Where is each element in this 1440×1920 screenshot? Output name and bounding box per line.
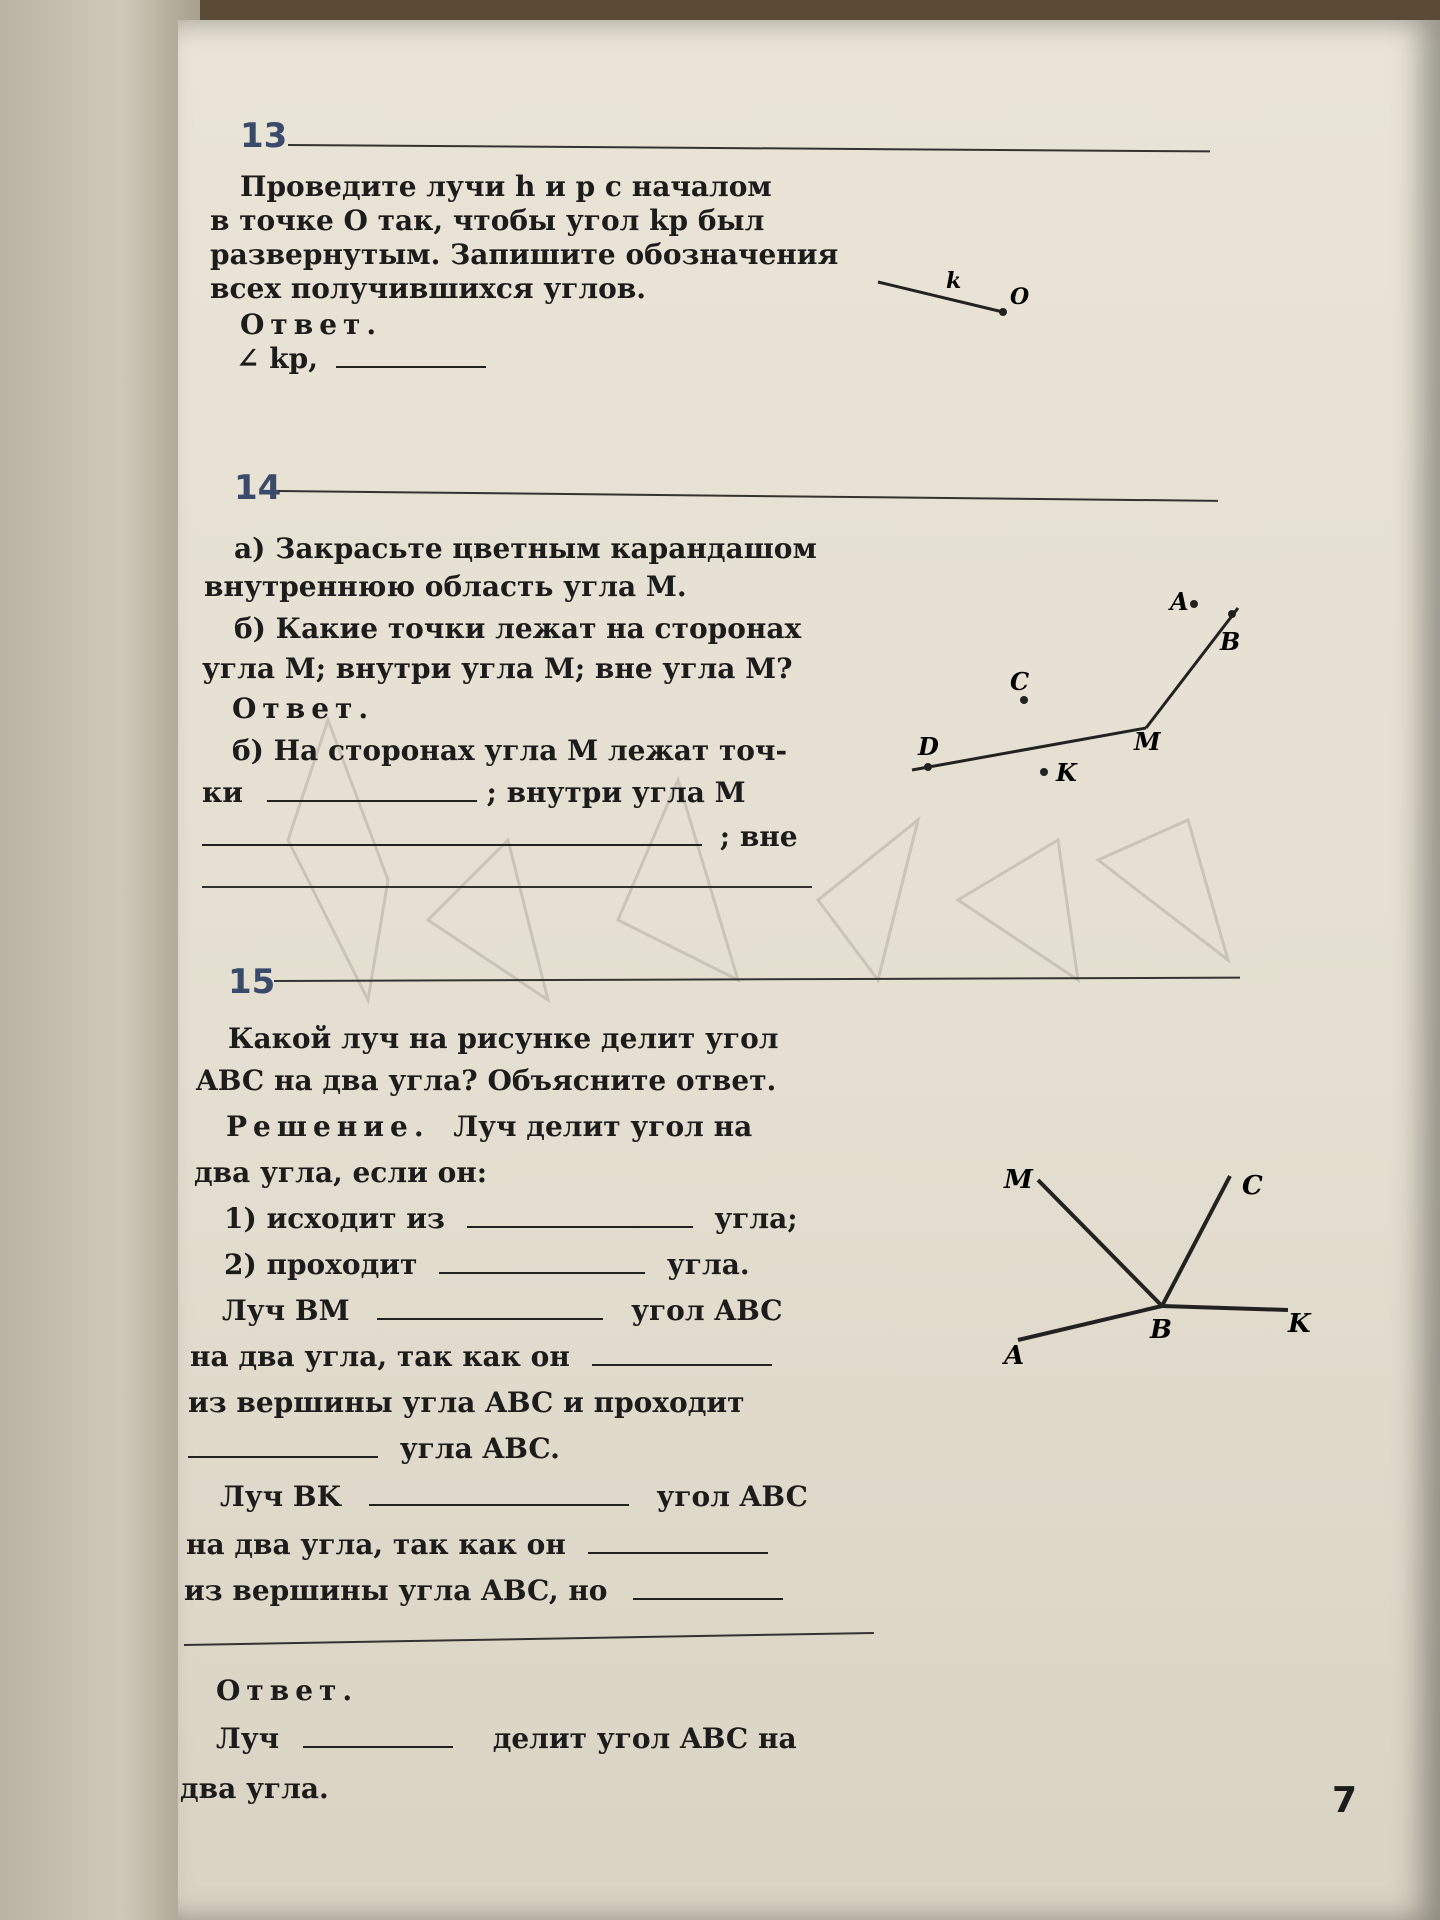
task-14-line-4: угла M; внутри угла M; вне угла M?	[202, 652, 793, 685]
task-15-bk-label: Луч BK	[220, 1480, 341, 1513]
ray-ba	[1018, 1306, 1162, 1340]
point-c	[1020, 696, 1028, 704]
task-15-bm-inside	[188, 1432, 560, 1466]
task-15-answer-ray: Луч	[216, 1722, 280, 1755]
task-15-condition-2	[224, 1248, 750, 1282]
task-13-answer-line	[236, 342, 486, 376]
label-b: B	[1220, 627, 1241, 656]
ray-k	[878, 282, 1003, 312]
task-15-answer-blank[interactable]	[303, 1722, 453, 1748]
label-c: C	[1242, 1171, 1263, 1201]
label-b: B	[1150, 1315, 1172, 1345]
task-15-condition-1-end: угла;	[714, 1202, 798, 1235]
task-15-bk-vertex-blank[interactable]	[633, 1574, 783, 1600]
task-15-bm-reason	[190, 1340, 772, 1374]
task-15-bk-reason-text: на два угла, так как он	[186, 1528, 566, 1561]
task-13-line-1: Проведите лучи h и p с началом	[240, 170, 772, 203]
label-o: O	[1010, 284, 1030, 310]
task-15-answer-row	[216, 1722, 797, 1756]
ray-bm	[1038, 1180, 1162, 1306]
ray-bc	[1162, 1176, 1230, 1306]
task-15-bm-reason-text: на два угла, так как он	[190, 1340, 570, 1373]
task-15-bk-angle: угол ABC	[656, 1480, 808, 1513]
task-15-bk-reason-blank[interactable]	[588, 1528, 768, 1554]
label-k: K	[1056, 758, 1077, 787]
task-15-bm-blank[interactable]	[377, 1294, 603, 1320]
label-k: K	[1288, 1309, 1311, 1339]
task-15-condition-1	[224, 1202, 798, 1236]
task-14-answer-line-3	[202, 820, 798, 854]
task-15-condition-2-text: 2) проходит	[224, 1248, 418, 1281]
label-a: A	[1004, 1341, 1025, 1371]
point-b	[1228, 610, 1236, 618]
task-15-condition-2-end: угла.	[666, 1248, 750, 1281]
task-14-line-3: б) Какие точки лежат на сторонах	[234, 612, 802, 645]
task-14-figure	[898, 580, 1241, 800]
task-15-bm-label: Луч BM	[222, 1294, 350, 1327]
task-15-answer-text: делит угол ABC на	[492, 1722, 797, 1755]
task-15-solution-line-2: два угла, если он:	[194, 1156, 488, 1189]
task-15-bm-inside-end: угла ABC.	[399, 1432, 560, 1465]
task-15-bk-row	[220, 1480, 808, 1514]
task-13-answer-blank[interactable]	[336, 342, 486, 368]
task-14-answer-outside: ; вне	[719, 820, 798, 853]
task-14-answer-ki: ки	[202, 776, 243, 809]
task-15-solution-line-1: Луч делит угол на	[453, 1110, 753, 1143]
task-15-bm-angle: угол ABC	[631, 1294, 783, 1327]
task-14-answer-inside: ; внутри угла M	[486, 776, 746, 809]
point-a	[1190, 600, 1198, 608]
task-15-bm-row	[222, 1294, 783, 1328]
task-14-inside-blank[interactable]	[202, 820, 702, 846]
task-15-bm-vertex: из вершины угла ABC и проходит	[188, 1386, 745, 1419]
workbook-page	[178, 20, 1440, 1920]
point-k	[1040, 768, 1048, 776]
label-d: D	[918, 732, 939, 761]
task-15-bm-inside-blank[interactable]	[188, 1432, 378, 1458]
task-15-answer-end: два угла.	[180, 1772, 329, 1805]
ray-mb	[1146, 608, 1241, 728]
task-14-answer-label: Ответ.	[232, 692, 375, 725]
task-15-line-2: ABC на два угла? Объясните ответ.	[196, 1064, 777, 1097]
ray-md	[912, 728, 1146, 770]
task-15-solution-label: Решение.	[226, 1110, 430, 1143]
task-15-bm-reason-blank[interactable]	[592, 1340, 772, 1366]
label-m: M	[1004, 1165, 1033, 1195]
task-13-line-2: в точке O так, чтобы угол kp был	[210, 204, 765, 237]
task-13-answer-label: Ответ.	[240, 308, 383, 341]
task-15-number: 15	[228, 962, 276, 1002]
task-15-answer-label: Ответ.	[216, 1674, 359, 1707]
label-m: M	[1134, 727, 1161, 756]
task-14-answer-line-2	[202, 776, 746, 810]
page-number: 7	[1332, 1780, 1358, 1821]
task-15-bk-blank[interactable]	[369, 1480, 629, 1506]
point-o	[999, 308, 1007, 316]
task-15-bk-vertex-text: из вершины угла ABC, но	[184, 1574, 608, 1607]
point-d	[924, 763, 932, 771]
task-13-number: 13	[240, 116, 288, 156]
task-14-answer-line-1: б) На сторонах угла M лежат точ-	[232, 734, 788, 767]
ray-bk	[1162, 1306, 1288, 1310]
task-14-number: 14	[234, 468, 282, 508]
task-13-figure	[868, 260, 1028, 340]
left-page-edge	[0, 0, 200, 1920]
task-14-on-sides-blank[interactable]	[267, 776, 477, 802]
label-k: k	[946, 268, 962, 294]
task-15-line-1: Какой луч на рисунке делит угол	[228, 1022, 779, 1055]
task-15-bk-vertex	[184, 1574, 783, 1608]
task-14-line-1: а) Закрасьте цветным карандашом	[234, 532, 817, 565]
task-15-condition-1-blank[interactable]	[467, 1202, 693, 1228]
task-15-solution-row	[226, 1110, 752, 1144]
task-14-outside-blank[interactable]	[202, 886, 812, 888]
task-15-condition-1-text: 1) исходит из	[224, 1202, 445, 1235]
task-14-line-2: внутреннюю область угла M.	[204, 570, 687, 603]
task-13-line-4: всех получившихся углов.	[210, 272, 647, 305]
label-c: C	[1010, 667, 1030, 696]
task-15-bk-reason	[186, 1528, 768, 1562]
task-13-line-3: развернутым. Запишите обозначения	[210, 238, 839, 271]
task-15-figure	[998, 1160, 1318, 1370]
task-13-answer-start: ∠ kp,	[236, 342, 318, 375]
label-a: A	[1170, 587, 1189, 616]
task-15-condition-2-blank[interactable]	[439, 1248, 645, 1274]
